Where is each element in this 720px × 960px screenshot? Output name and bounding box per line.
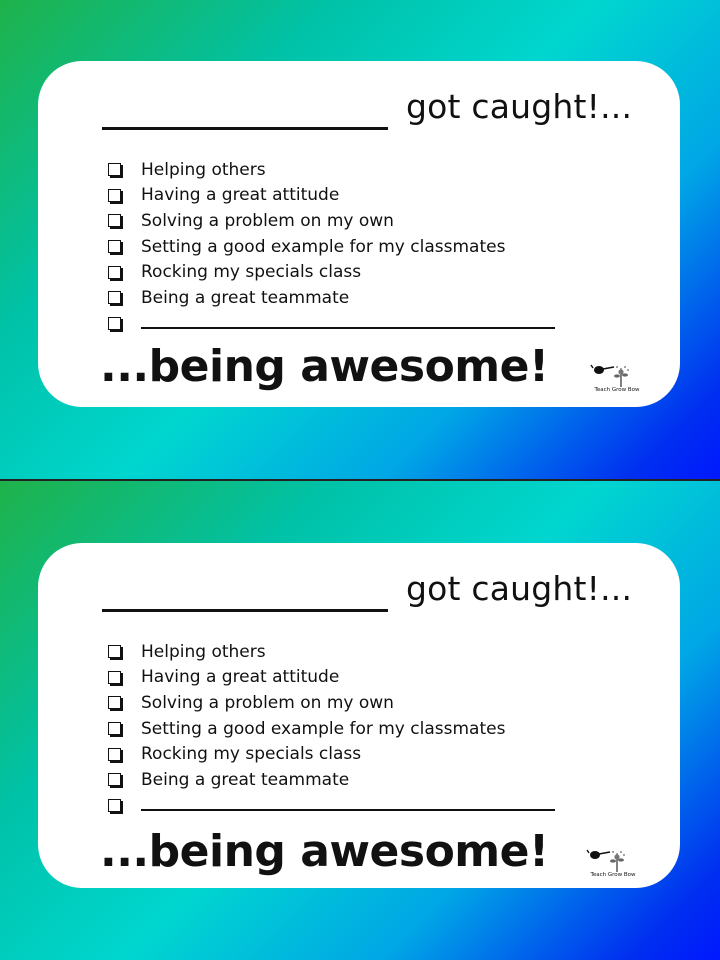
list-item — [108, 767, 555, 793]
name-blank-line[interactable] — [102, 609, 388, 612]
checkbox-icon[interactable] — [108, 722, 121, 735]
item-label: Having a great attitude — [141, 185, 340, 206]
list-item — [108, 285, 555, 311]
item-label: Being a great teammate — [141, 769, 350, 790]
checkbox-icon[interactable] — [108, 748, 121, 761]
item-label: Rocking my specials class — [141, 744, 362, 765]
list-item-blank — [108, 793, 555, 819]
checkbox-icon[interactable] — [108, 773, 121, 786]
checklist — [108, 639, 555, 818]
checklist — [108, 157, 555, 336]
caught-title: got caught!... — [406, 569, 633, 608]
list-item — [108, 690, 555, 716]
checkbox-icon[interactable] — [108, 291, 121, 304]
name-blank-line[interactable] — [102, 127, 388, 130]
checkbox-icon[interactable] — [108, 214, 121, 227]
item-label: Being a great teammate — [141, 287, 350, 308]
item-label: Solving a problem on my own — [141, 210, 394, 231]
list-item — [108, 741, 555, 767]
caught-card — [38, 543, 680, 888]
watering-can-logo-icon — [586, 846, 636, 880]
list-item — [108, 157, 555, 183]
checkbox-icon[interactable] — [108, 240, 121, 253]
item-label: Having a great attitude — [141, 667, 340, 688]
checkbox-icon[interactable] — [108, 317, 121, 330]
bottom-panel — [0, 481, 720, 960]
caught-title: got caught!... — [406, 87, 633, 126]
checkbox-icon[interactable] — [108, 696, 121, 709]
item-label: Rocking my specials class — [141, 262, 362, 283]
list-item — [108, 183, 555, 209]
item-label: Setting a good example for my classmates — [141, 718, 506, 739]
checkbox-icon[interactable] — [108, 645, 121, 658]
item-label: Setting a good example for my classmates — [141, 236, 506, 257]
item-label: Helping others — [141, 641, 266, 662]
list-item — [108, 234, 555, 260]
closing-text: ...being awesome! — [100, 341, 549, 392]
list-item — [108, 665, 555, 691]
logo-text: Teach Grow Bow — [594, 387, 640, 393]
checkbox-icon[interactable] — [108, 671, 121, 684]
list-item — [108, 716, 555, 742]
checkbox-icon[interactable] — [108, 799, 121, 812]
item-label: Solving a problem on my own — [141, 692, 394, 713]
list-item — [108, 259, 555, 285]
list-item — [108, 208, 555, 234]
caught-card — [38, 61, 680, 407]
other-blank-line[interactable] — [141, 327, 555, 329]
logo-text: Teach Grow Bow — [590, 872, 636, 878]
watering-can-logo-icon — [590, 361, 640, 395]
checkbox-icon[interactable] — [108, 266, 121, 279]
checkbox-icon[interactable] — [108, 163, 121, 176]
other-blank-line[interactable] — [141, 809, 555, 811]
list-item — [108, 639, 555, 665]
checkbox-icon[interactable] — [108, 189, 121, 202]
list-item-blank — [108, 311, 555, 337]
item-label: Helping others — [141, 159, 266, 180]
closing-text: ...being awesome! — [100, 826, 549, 877]
